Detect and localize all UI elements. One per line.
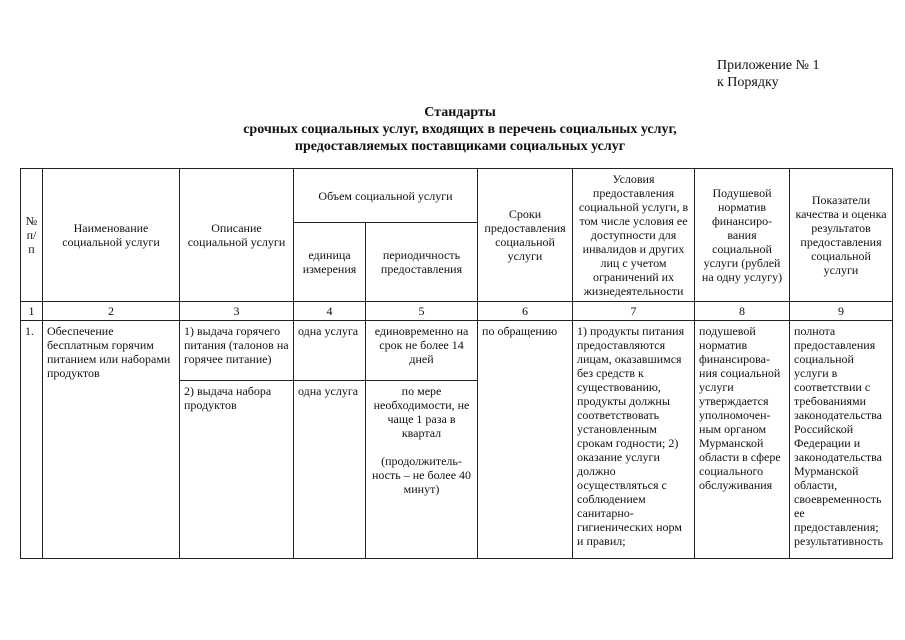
header-description: Описание социальной услуги bbox=[180, 169, 294, 302]
header-unit: единица измерения bbox=[294, 223, 366, 302]
column-number: 9 bbox=[790, 302, 893, 321]
header-periodicity: периодичность предоставления bbox=[366, 223, 478, 302]
standards-table bbox=[20, 168, 893, 559]
sub-description: 2) выдача набора продуктов bbox=[180, 381, 294, 559]
column-number: 4 bbox=[294, 302, 366, 321]
column-number: 5 bbox=[366, 302, 478, 321]
service-norm: подушевой норматив финансирова-ния социальной услуги утверждается уполномочен-ным органом Мурманской области в сфере социального обслуживания bbox=[695, 321, 790, 559]
document-title bbox=[150, 104, 770, 155]
sub-periodicity: единовременно на срок не более 14 дней bbox=[366, 321, 478, 381]
sub-periodicity-note: (продолжитель-ность – не более 40 минут) bbox=[371, 454, 472, 496]
service-conditions: 1) продукты питания предоставляются лицам, оказавшимся без средств к существованию, продукты должны соответствовать установленным срокам годности; 2) оказание услуги должно осуществляться с соблюдением санитарно-гигиенических норм и правил; bbox=[573, 321, 695, 559]
column-number: 6 bbox=[478, 302, 573, 321]
sub-periodicity-cell bbox=[366, 381, 478, 559]
title-line-1: Стандарты bbox=[424, 105, 496, 120]
appendix-line-1: Приложение № 1 bbox=[717, 58, 820, 73]
appendix-note bbox=[717, 57, 820, 91]
sub-unit: одна услуга bbox=[294, 381, 366, 559]
header-name: Наименование социальной услуги bbox=[43, 169, 180, 302]
header-terms: Сроки предоставления социальной услуги bbox=[478, 169, 573, 302]
sub-unit: одна услуга bbox=[294, 321, 366, 381]
column-number: 8 bbox=[695, 302, 790, 321]
column-number-row bbox=[21, 302, 893, 321]
appendix-line-2: к Порядку bbox=[717, 75, 779, 90]
column-number: 3 bbox=[180, 302, 294, 321]
sub-periodicity: по мере необходимости, не чаще 1 раза в квартал bbox=[373, 384, 470, 440]
sub-description: 1) выдача горячего питания (талонов на горячее питание) bbox=[180, 321, 294, 381]
title-line-3: предоставляемых поставщиками социальных услуг bbox=[294, 139, 626, 154]
service-terms: по обращению bbox=[478, 321, 573, 559]
header-conditions: Условия предоставления социальной услуги, в том числе условия ее доступности для инвалидов и других лиц с учетом ограничений их жизнедеятельности bbox=[573, 169, 695, 302]
service-name: Обеспечение бесплатным горячим питанием или наборами продуктов bbox=[43, 321, 180, 559]
title-line-2: срочных социальных услуг, входящих в перечень социальных услуг, bbox=[243, 122, 677, 137]
column-number: 2 bbox=[43, 302, 180, 321]
header-volume-group: Объем социальной услуги bbox=[294, 169, 478, 223]
column-number: 1 bbox=[21, 302, 43, 321]
header-norm: Подушевой норматив финансиро-вания социальной услуги (рублей на одну услугу) bbox=[695, 169, 790, 302]
header-num: № п/п bbox=[21, 169, 43, 302]
column-number: 7 bbox=[573, 302, 695, 321]
row-num: 1. bbox=[21, 321, 43, 559]
table-row bbox=[21, 321, 893, 381]
header-quality: Показатели качества и оценка результатов предоставления социальной услуги bbox=[790, 169, 893, 302]
service-quality: полнота предоставления социальной услуги в соответствии с требованиями законодательства Российской Федерации и законодательства Мурманской области, своевременность ее предоставления; результативность bbox=[790, 321, 893, 559]
